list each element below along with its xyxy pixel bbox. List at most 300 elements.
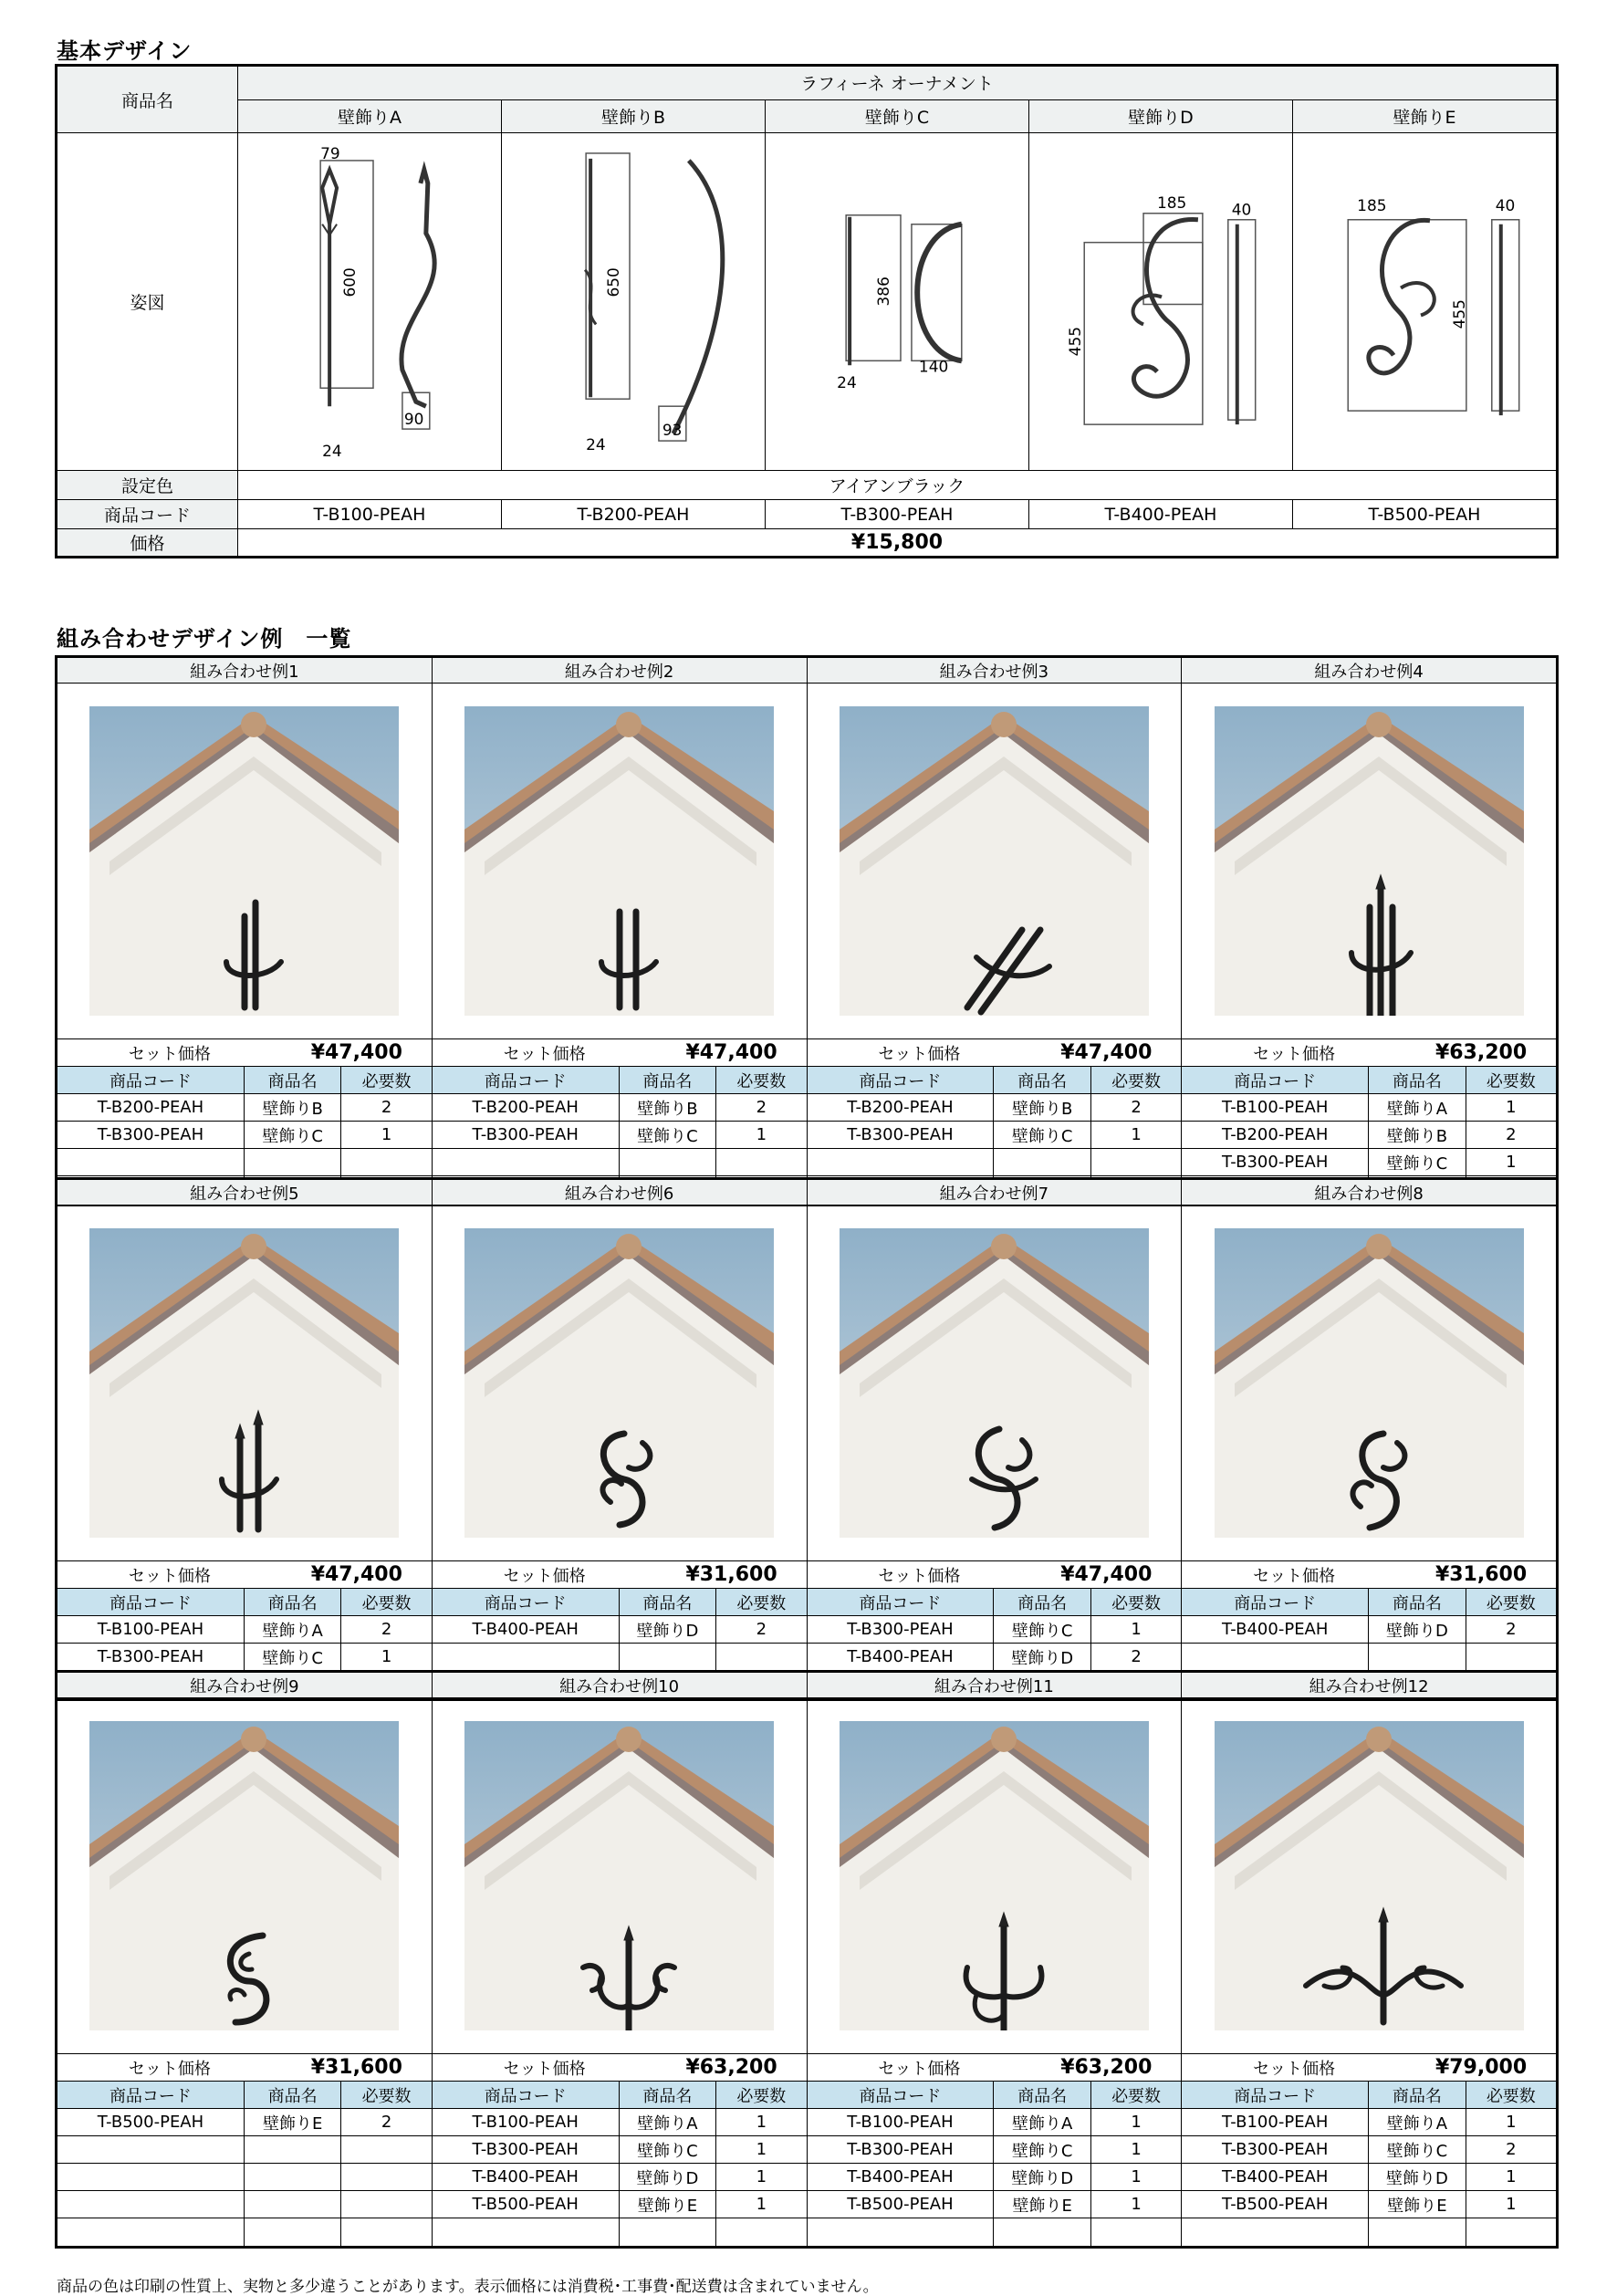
dim-label: 24 [322, 442, 342, 461]
set-price-label: セット価格 [878, 2059, 961, 2079]
ornament-d-drawing [1029, 133, 1292, 470]
set-price: ¥63,200 [685, 2056, 777, 2079]
table-row [433, 1094, 807, 1122]
row-code: T-B400-PEAH [1182, 1616, 1369, 1643]
dim-label: 24 [837, 373, 857, 392]
row-code: T-B300-PEAH [433, 1122, 620, 1148]
combo-card [808, 1180, 1183, 1698]
dim-label: 185 [1357, 195, 1387, 214]
header-code: 商品コード [1182, 1589, 1369, 1615]
figure-cell-c [766, 133, 1029, 470]
table-header [57, 2082, 432, 2109]
product-code: T-B500-PEAH [1368, 504, 1481, 525]
table-row [808, 2136, 1182, 2164]
combo-card [1182, 1180, 1556, 1698]
row-name: 壁飾りC [620, 2136, 717, 2163]
row-name: 壁飾りD [994, 2164, 1091, 2190]
table-row [1182, 1616, 1556, 1644]
row-code: T-B300-PEAH [808, 1616, 995, 1643]
figure-label: 姿図 [57, 133, 238, 470]
row-code: T-B100-PEAH [1182, 1094, 1369, 1121]
table-row [57, 1616, 432, 1644]
row-qty: 2 [1506, 2140, 1517, 2159]
dim-label: 455 [1066, 326, 1085, 357]
set-price-label: セット価格 [128, 1044, 211, 1064]
table-header [1182, 2082, 1556, 2109]
table-row [1182, 2109, 1556, 2136]
unit-price: ¥15,800 [850, 531, 944, 554]
header-qty: 必要数 [361, 1071, 412, 1091]
combo-title: 組み合わせ例6 [433, 1180, 807, 1205]
table-row-empty [57, 1149, 432, 1176]
combo-title: 組み合わせ例4 [1182, 658, 1556, 684]
row-code: T-B400-PEAH [433, 2164, 620, 2190]
set-price-row [1182, 2054, 1556, 2082]
row-name: 壁飾りD [620, 1616, 717, 1643]
header-name: 商品名 [245, 1589, 342, 1615]
combo-title: 組み合わせ例1 [57, 658, 432, 684]
set-price-label: セット価格 [878, 1044, 961, 1064]
table-header [433, 1067, 807, 1094]
table-header [433, 1589, 807, 1616]
set-price: ¥47,400 [1060, 1563, 1153, 1586]
basic-design-title: 基本デザイン [57, 38, 193, 64]
set-price-label: セット価格 [503, 2059, 586, 2079]
ornament-a-drawing [238, 133, 501, 470]
set-price-row [1182, 1039, 1556, 1067]
dim-label: 40 [1231, 200, 1252, 219]
set-price-label: セット価格 [1253, 1566, 1336, 1586]
header-qty: 必要数 [1486, 1071, 1536, 1091]
combo-card [1182, 1673, 1556, 2246]
dim-label: 386 [874, 277, 893, 307]
header-qty: 必要数 [736, 1071, 787, 1091]
table-row [1182, 1094, 1556, 1122]
table-row [433, 2164, 807, 2191]
set-price-row [1182, 1561, 1556, 1589]
table-row [433, 1122, 807, 1149]
dim-label: 600 [340, 267, 360, 297]
set-price-label: セット価格 [1253, 2059, 1336, 2079]
row-qty: 2 [1506, 1125, 1517, 1144]
table-row [1182, 2164, 1556, 2191]
set-price: ¥63,200 [1060, 2056, 1153, 2079]
table-row-empty [808, 2218, 1182, 2246]
combo-card [433, 658, 808, 1204]
header-name: 商品名 [245, 2082, 342, 2108]
figure-cell-a [238, 133, 502, 470]
row-qty: 1 [756, 1125, 767, 1144]
table-row-empty [433, 1644, 807, 1671]
dim-label: 93 [662, 421, 683, 440]
header-code: 商品コード [57, 1067, 245, 1093]
set-price-row [433, 1039, 807, 1067]
row-qty: 1 [756, 2167, 767, 2186]
set-price-label: セット価格 [878, 1566, 961, 1586]
combo-title: 組み合わせ例9 [57, 1673, 432, 1698]
set-price: ¥31,600 [1434, 1563, 1528, 1586]
header-name: 商品名 [994, 1067, 1091, 1093]
row-qty: 2 [381, 2113, 392, 2132]
color-label: 設定色 [57, 471, 238, 499]
row-name: 壁飾りB [1369, 1122, 1466, 1148]
row-code: T-B400-PEAH [1182, 2164, 1369, 2190]
product-code: T-B300-PEAH [766, 500, 1029, 528]
combo-card [57, 1180, 433, 1698]
row-name: 壁飾りC [245, 1644, 342, 1670]
combo-photo-frame [1182, 1205, 1556, 1561]
set-price-label: セット価格 [128, 2059, 211, 2079]
row-qty: 1 [1131, 2167, 1142, 2186]
table-header [57, 1067, 432, 1094]
table-row [808, 1094, 1182, 1122]
row-name: 壁飾りE [620, 2191, 717, 2218]
row-code: T-B100-PEAH [57, 1616, 245, 1643]
combo-title: 組み合わせ例11 [808, 1673, 1182, 1698]
table-row [57, 1122, 432, 1149]
combo-title: 組み合わせ例10 [433, 1673, 807, 1698]
row-code: T-B100-PEAH [808, 2109, 995, 2135]
product-code: T-B400-PEAH [1029, 500, 1293, 528]
row-code: T-B100-PEAH [433, 2109, 620, 2135]
combo-title: 組み合わせ例5 [57, 1180, 432, 1205]
table-row-empty [1182, 1644, 1556, 1671]
dim-label: 90 [403, 410, 424, 429]
set-price-row [808, 1039, 1182, 1067]
table-row [808, 2191, 1182, 2218]
row-qty: 1 [1506, 1153, 1517, 1172]
combo-photo [1215, 706, 1524, 1016]
combo-grid-row [55, 1670, 1559, 2249]
combo-photo-frame [1182, 684, 1556, 1039]
combo-card [57, 1673, 433, 2246]
row-name: 壁飾りE [994, 2191, 1091, 2218]
row-code: T-B300-PEAH [57, 1644, 245, 1670]
table-header [808, 2082, 1182, 2109]
row-name: 壁飾りB [620, 1094, 717, 1121]
set-price-row [57, 1561, 432, 1589]
row-name: 壁飾りC [620, 1122, 717, 1148]
combo-photo [1215, 1721, 1524, 2030]
row-name: 壁飾りD [620, 2164, 717, 2190]
table-header [808, 1589, 1182, 1616]
table-header [433, 2082, 807, 2109]
combo-card [433, 1673, 808, 2246]
combo-photo-frame [808, 684, 1182, 1039]
table-header [1182, 1067, 1556, 1094]
product-code: T-B100-PEAH [238, 500, 502, 528]
combo-photo [840, 1721, 1149, 2030]
header-qty: 必要数 [736, 2086, 787, 2106]
table-row [808, 1122, 1182, 1149]
table-row-empty [57, 2191, 432, 2218]
row-name: 壁飾りE [1369, 2191, 1466, 2218]
table-header [808, 1067, 1182, 1094]
product-col-name: 壁飾りB [502, 100, 766, 133]
combo-card [808, 1673, 1183, 2246]
table-row-empty [808, 1149, 1182, 1176]
row-name: 壁飾りA [620, 2109, 717, 2135]
set-price-label: セット価格 [503, 1044, 586, 1064]
header-code: 商品コード [433, 2082, 620, 2108]
table-row [433, 2136, 807, 2164]
combo-photo-frame [57, 684, 432, 1039]
set-price-row [808, 2054, 1182, 2082]
dim-label: 650 [604, 267, 623, 297]
row-name: 壁飾りE [245, 2109, 342, 2135]
row-qty: 1 [1506, 2113, 1517, 2132]
header-qty: 必要数 [1111, 2086, 1162, 2106]
combo-title: 組み合わせ例12 [1182, 1673, 1556, 1698]
row-qty: 2 [1506, 1620, 1517, 1639]
row-code: T-B200-PEAH [1182, 1122, 1369, 1148]
combo-card [57, 658, 433, 1204]
table-row-empty [433, 1149, 807, 1176]
row-qty: 2 [756, 1098, 767, 1117]
combo-photo-frame [433, 684, 807, 1039]
combo-card [433, 1180, 808, 1698]
combo-grid-row [55, 655, 1559, 1206]
set-price-row [808, 1561, 1182, 1589]
combo-photo-frame [433, 1205, 807, 1561]
set-price-label: セット価格 [128, 1566, 211, 1586]
combo-photo [464, 706, 774, 1016]
row-qty: 1 [1506, 1098, 1517, 1117]
row-name: 壁飾りC [1369, 1149, 1466, 1175]
combo-section-title: 組み合わせデザイン例 一覧 [57, 626, 352, 652]
header-qty: 必要数 [1111, 1593, 1162, 1613]
row-qty: 1 [381, 1647, 392, 1666]
table-header [1182, 1589, 1556, 1616]
product-code: T-B200-PEAH [502, 500, 766, 528]
row-code: T-B200-PEAH [808, 1094, 995, 1121]
table-row [808, 1616, 1182, 1644]
combo-title: 組み合わせ例2 [433, 658, 807, 684]
row-code: T-B400-PEAH [808, 2164, 995, 2190]
row-name: 壁飾りC [994, 1122, 1091, 1148]
dim-label: 79 [320, 143, 340, 162]
color-value: アイアンブラック [829, 476, 965, 496]
table-row [433, 2191, 807, 2218]
row-qty: 1 [1131, 2113, 1142, 2132]
ornament-e-drawing [1293, 133, 1556, 470]
header-code: 商品コード [57, 2082, 245, 2108]
combo-photo-frame [57, 1205, 432, 1561]
header-code: 商品コード [808, 2082, 995, 2108]
row-name: 壁飾りB [994, 1094, 1091, 1121]
row-qty: 1 [1131, 2140, 1142, 2159]
row-name: 壁飾りD [1369, 2164, 1466, 2190]
row-code: T-B300-PEAH [57, 1122, 245, 1148]
row-qty: 1 [756, 2195, 767, 2214]
set-price: ¥47,400 [310, 1041, 402, 1064]
row-code: T-B400-PEAH [808, 1644, 995, 1670]
table-row [1182, 2191, 1556, 2218]
set-price-label: セット価格 [1253, 1044, 1336, 1064]
table-row [808, 1644, 1182, 1671]
table-header [57, 1589, 432, 1616]
header-qty: 必要数 [1486, 1593, 1536, 1613]
combo-photo-frame [808, 1205, 1182, 1561]
row-code: T-B300-PEAH [808, 2136, 995, 2163]
header-code: 商品コード [808, 1589, 995, 1615]
header-code: 商品コード [57, 1589, 245, 1615]
header-name: 商品名 [994, 2082, 1091, 2108]
row-name: 壁飾りA [1369, 1094, 1466, 1121]
combo-photo [840, 706, 1149, 1016]
combo-grid-row [55, 1177, 1559, 1701]
table-row-empty [1182, 2218, 1556, 2246]
header-code: 商品コード [433, 1067, 620, 1093]
combo-photo [840, 1228, 1149, 1538]
header-code: 商品コード [433, 1589, 620, 1615]
figure-cell-e [1293, 133, 1556, 470]
table-row [57, 1094, 432, 1122]
set-price-row [433, 1561, 807, 1589]
row-name: 壁飾りD [1369, 1616, 1466, 1643]
header-code: 商品コード [808, 1067, 995, 1093]
product-col-name: 壁飾りC [766, 100, 1029, 133]
header-qty: 必要数 [361, 1593, 412, 1613]
set-price-label: セット価格 [503, 1566, 586, 1586]
row-code: T-B500-PEAH [808, 2191, 995, 2218]
ornament-b-drawing [502, 133, 765, 470]
row-code: T-B500-PEAH [1182, 2191, 1369, 2218]
combo-photo-frame [808, 1698, 1182, 2054]
row-name: 壁飾りB [245, 1094, 342, 1121]
row-code: T-B300-PEAH [433, 2136, 620, 2163]
row-name: 壁飾りA [1369, 2109, 1466, 2135]
table-row [808, 2109, 1182, 2136]
row-code: T-B400-PEAH [433, 1616, 620, 1643]
table-row [1182, 1122, 1556, 1149]
set-price-row [433, 2054, 807, 2082]
combo-title: 組み合わせ例7 [808, 1180, 1182, 1205]
set-price: ¥47,400 [1060, 1041, 1153, 1064]
header-qty: 必要数 [736, 1593, 787, 1613]
table-row [57, 2109, 432, 2136]
row-code: T-B500-PEAH [433, 2191, 620, 2218]
row-qty: 1 [756, 2140, 767, 2159]
table-row [57, 1644, 432, 1671]
set-price: ¥31,600 [685, 1563, 777, 1586]
row-qty: 1 [1506, 2167, 1517, 2186]
combo-title: 組み合わせ例8 [1182, 1180, 1556, 1205]
row-code: T-B100-PEAH [1182, 2109, 1369, 2135]
price-label: 価格 [57, 529, 238, 556]
table-row [433, 2109, 807, 2136]
combo-photo [89, 1228, 399, 1538]
row-name: 壁飾りD [994, 1644, 1091, 1670]
header-qty: 必要数 [1111, 1071, 1162, 1091]
set-price: ¥79,000 [1434, 2056, 1528, 2079]
header-qty: 必要数 [1486, 2086, 1536, 2106]
table-row [1182, 1149, 1556, 1176]
product-name-label: 商品名 [57, 67, 238, 132]
combo-photo [464, 1721, 774, 2030]
set-price-row [57, 1039, 432, 1067]
row-code: T-B300-PEAH [1182, 1149, 1369, 1175]
header-name: 商品名 [620, 1589, 717, 1615]
header-name: 商品名 [994, 1589, 1091, 1615]
code-label: 商品コード [57, 500, 238, 528]
row-name: 壁飾りC [994, 2136, 1091, 2163]
row-name: 壁飾りC [1369, 2136, 1466, 2163]
combo-photo [89, 706, 399, 1016]
figure-cell-d [1029, 133, 1293, 470]
product-col-name: 壁飾りE [1293, 100, 1556, 133]
row-code: T-B200-PEAH [433, 1094, 620, 1121]
set-price-row [57, 2054, 432, 2082]
ornament-c-drawing [766, 133, 1028, 470]
row-qty: 2 [756, 1620, 767, 1639]
product-col-name: 壁飾りA [238, 100, 502, 133]
row-name: 壁飾りC [994, 1616, 1091, 1643]
header-code: 商品コード [1182, 2082, 1369, 2108]
row-code: T-B200-PEAH [57, 1094, 245, 1121]
header-qty: 必要数 [361, 2086, 412, 2106]
row-name: 壁飾りA [245, 1616, 342, 1643]
row-qty: 1 [1506, 2195, 1517, 2214]
table-row-empty [57, 2136, 432, 2164]
header-name: 商品名 [1369, 1589, 1466, 1615]
combo-card [808, 658, 1183, 1204]
table-row-empty [433, 2218, 807, 2246]
table-row [433, 1616, 807, 1644]
row-qty: 1 [1131, 1620, 1142, 1639]
row-qty: 2 [1131, 1647, 1142, 1666]
basic-design-table [55, 64, 1559, 558]
row-qty: 1 [756, 2113, 767, 2132]
header-name: 商品名 [620, 2082, 717, 2108]
row-qty: 1 [1131, 1125, 1142, 1144]
figure-cell-b [502, 133, 766, 470]
row-code: T-B500-PEAH [57, 2109, 245, 2135]
dim-label: 140 [918, 357, 949, 376]
set-price: ¥47,400 [310, 1563, 402, 1586]
series-name: ラフィーネ オーナメント [238, 67, 1556, 100]
combo-photo [464, 1228, 774, 1538]
row-name: 壁飾りA [994, 2109, 1091, 2135]
set-price: ¥31,600 [310, 2056, 402, 2079]
table-row [1182, 2136, 1556, 2164]
row-qty: 2 [381, 1098, 392, 1117]
combo-photo-frame [433, 1698, 807, 2054]
row-qty: 1 [381, 1125, 392, 1144]
row-qty: 2 [1131, 1098, 1142, 1117]
row-name: 壁飾りC [245, 1122, 342, 1148]
table-row-empty [57, 2164, 432, 2191]
combo-photo-frame [57, 1698, 432, 2054]
dim-label: 185 [1157, 193, 1187, 212]
row-qty: 2 [381, 1620, 392, 1639]
header-name: 商品名 [620, 1067, 717, 1093]
combo-card [1182, 658, 1556, 1204]
table-row-empty [57, 2218, 432, 2246]
footnote: 商品の色は印刷の性質上、実物と多少違うことがあります。表示価格には消費税･工事費･配送費は含まれていません。 [57, 2278, 879, 2296]
header-name: 商品名 [245, 1067, 342, 1093]
set-price: ¥63,200 [1434, 1041, 1528, 1064]
row-qty: 1 [1131, 2195, 1142, 2214]
header-name: 商品名 [1369, 2082, 1466, 2108]
combo-title: 組み合わせ例3 [808, 658, 1182, 684]
dim-label: 455 [1449, 299, 1468, 329]
header-code: 商品コード [1182, 1067, 1369, 1093]
table-row [808, 2164, 1182, 2191]
product-col-name: 壁飾りD [1029, 100, 1293, 133]
combo-photo [89, 1721, 399, 2030]
header-name: 商品名 [1369, 1067, 1466, 1093]
